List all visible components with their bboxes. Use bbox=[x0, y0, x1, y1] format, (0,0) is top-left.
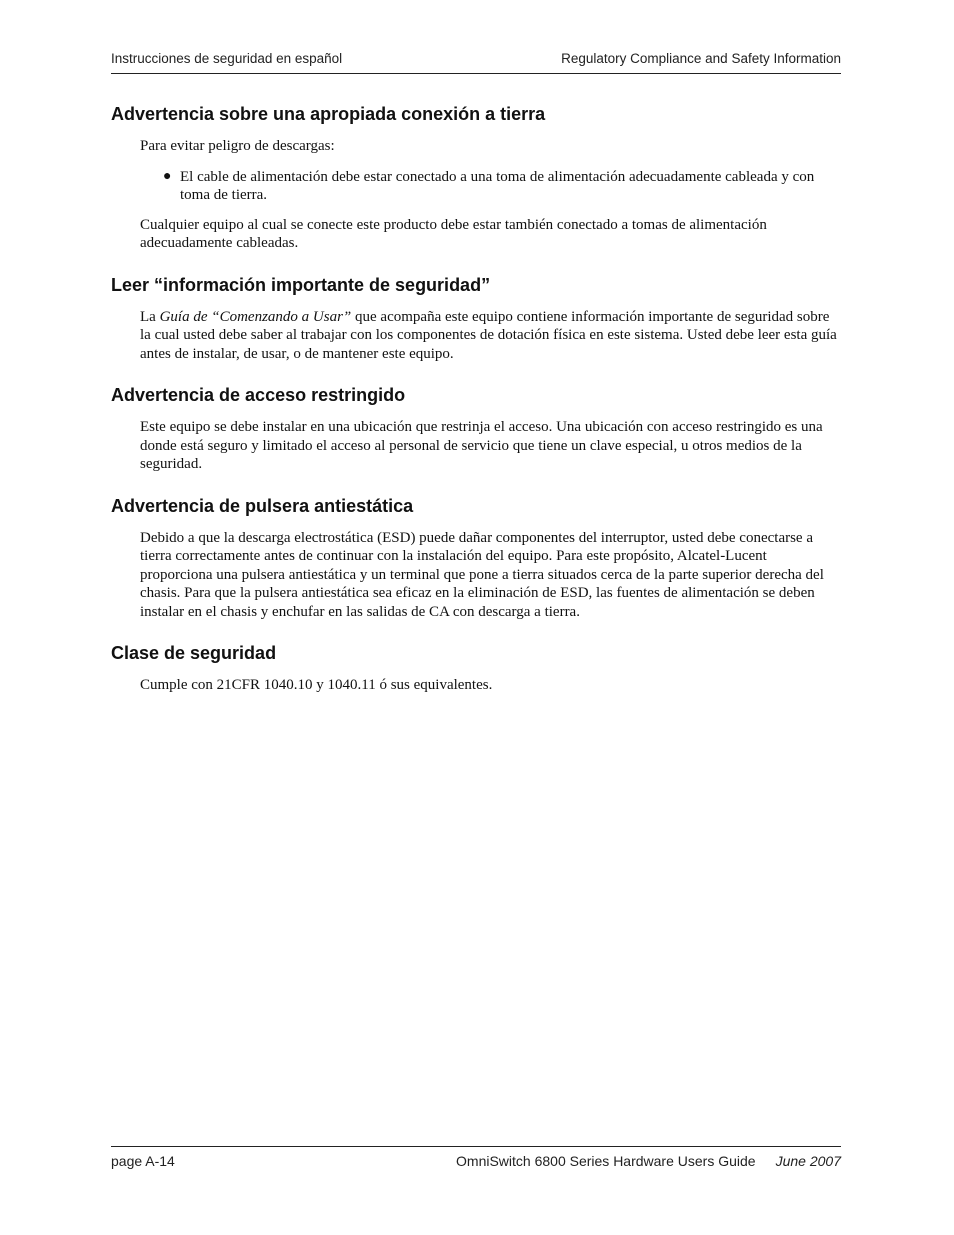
section-title: Advertencia sobre una apropiada conexión a tierra bbox=[111, 104, 546, 124]
section-body bbox=[140, 137, 840, 253]
paragraph: Cualquier equipo al cual se conecte este producto debe estar también conectado a tomas de alimentación adecuadamente cableadas. bbox=[140, 216, 767, 251]
list-item bbox=[163, 168, 840, 205]
guide-name: OmniSwitch 6800 Series Hardware Users Guide bbox=[456, 1153, 756, 1169]
header-section-title: Regulatory Compliance and Safety Information bbox=[561, 51, 841, 66]
footer-guide-info bbox=[456, 1153, 841, 1169]
section-body bbox=[140, 529, 840, 622]
section-safety-class bbox=[111, 643, 841, 695]
section-grounding bbox=[111, 104, 841, 253]
intro-text: Para evitar peligro de descargas: bbox=[140, 138, 335, 154]
section-title: Clase de seguridad bbox=[111, 643, 277, 663]
paragraph: Este equipo se debe instalar en una ubicación que restrinja el acceso. Una ubicación con acceso restringido es una donde está seguro y limitado el acceso al personal de servicio que tiene un clave especial, u otros medios de la seguridad. bbox=[140, 419, 823, 472]
page-content bbox=[111, 104, 841, 717]
section-title: Leer “información importante de seguridad” bbox=[111, 274, 491, 295]
paragraph-prefix: La bbox=[140, 308, 160, 325]
section-read-safety-info bbox=[111, 275, 841, 364]
guide-title-italic: Guía de “Comenzando a Usar” bbox=[159, 308, 352, 325]
list-item-text: El cable de alimentación debe estar conectado a una toma de alimentación adecuadamente cableada y con toma de tierra. bbox=[180, 168, 815, 203]
section-title: Advertencia de pulsera antiestática bbox=[111, 495, 414, 516]
paragraph bbox=[140, 308, 840, 364]
section-title: Advertencia de acceso restringido bbox=[111, 385, 406, 405]
section-restricted-access bbox=[111, 385, 841, 474]
page-number: page A-14 bbox=[111, 1153, 175, 1169]
publication-date: June 2007 bbox=[775, 1153, 841, 1169]
paragraph: Cumple con 21CFR 1040.10 y 1040.11 ó sus equivalentes. bbox=[140, 677, 493, 693]
header-chapter-title: Instrucciones de seguridad en español bbox=[111, 51, 343, 66]
bullet-icon: ● bbox=[163, 168, 172, 184]
section-body bbox=[140, 676, 840, 695]
section-wrist-strap bbox=[111, 496, 841, 622]
paragraph-rest: que acompaña este equipo contiene información importante de seguridad sobre la cual usted debe saber al trabajar con los componentes de dotación física en este sistema. Usted debe leer esta guía antes de instalar, de usar, o de mantener este equipo. bbox=[140, 308, 837, 362]
paragraph: Debido a que la descarga electrostática (ESD) puede dañar componentes del interruptor, usted debe conectarse a tierra correctamente antes de continuar con la instalación del equipo. Para este propósito, Alcatel-Lucent proporciona una pulsera antiestática y un terminal que pone a tierra situados cerca de la parte superior derecha del chasis. Para que la pulsera antiestática sea eficaz en la eliminación de ESD, las fuentes de alimentación se deben instalar en el chasis y enchufar en las salidas de CA con descarga a tierra. bbox=[140, 529, 824, 620]
page-footer bbox=[111, 1146, 841, 1171]
page-header bbox=[111, 51, 841, 74]
section-body bbox=[140, 418, 840, 474]
section-body bbox=[140, 308, 840, 364]
bullet-list bbox=[140, 168, 840, 205]
